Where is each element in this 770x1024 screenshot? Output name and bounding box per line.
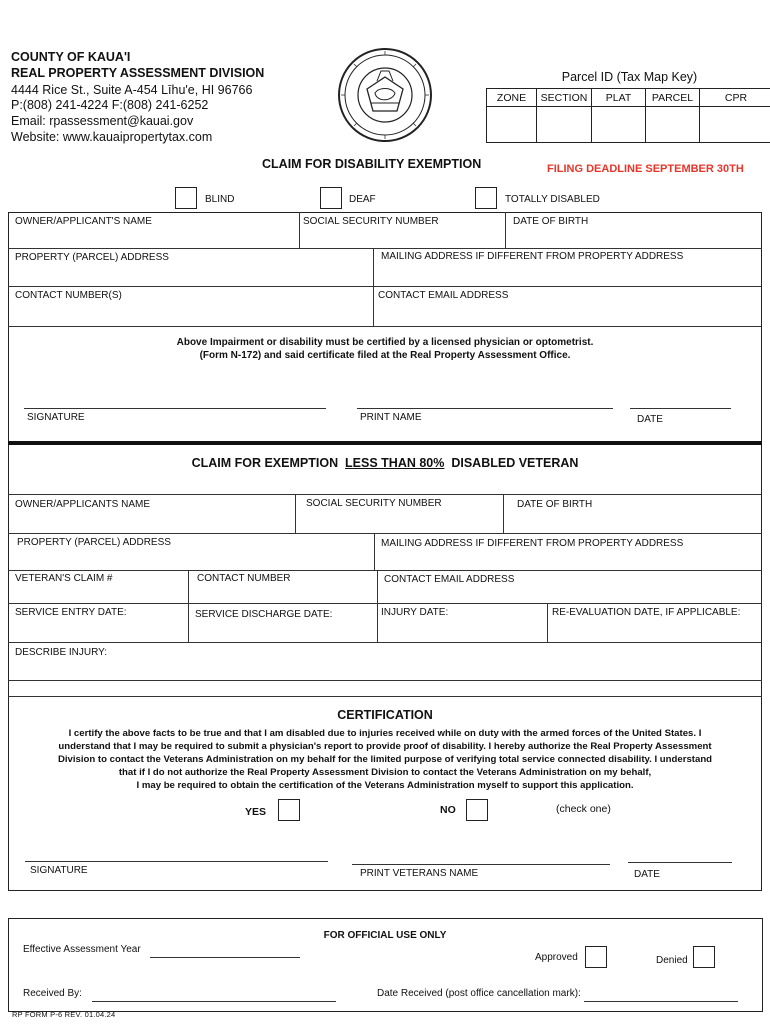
form-id: RP FORM P-6 REV. 01.04.24	[12, 1010, 116, 1019]
zone-input[interactable]	[487, 107, 537, 143]
plat-input[interactable]	[592, 107, 646, 143]
veteran-title-suffix: DISABLED VETERAN	[451, 456, 579, 470]
vet-dob-field[interactable]: DATE OF BIRTH	[517, 499, 593, 510]
parcel-col-cpr: CPR	[700, 89, 770, 107]
mailing-address-field[interactable]: MAILING ADDRESS IF DIFFERENT FROM PROPERTY ADDRESS	[381, 251, 684, 262]
date-line[interactable]	[630, 408, 731, 409]
injury-date-field[interactable]: INJURY DATE:	[381, 607, 449, 618]
service-entry-date-field[interactable]: SERVICE ENTRY DATE:	[15, 607, 127, 618]
yes-checkbox[interactable]	[278, 799, 300, 821]
division-name: REAL PROPERTY ASSESSMENT DIVISION	[11, 66, 265, 80]
service-discharge-date-field[interactable]: SERVICE DISCHARGE DATE:	[195, 609, 333, 620]
vet-owner-name-field[interactable]: OWNER/APPLICANTS NAME	[15, 499, 151, 510]
certification-text-line3: Division to contact the Veterans Administration on my behalf for the limited purpose of verifying total service connected disability. I understand	[57, 754, 713, 765]
date-label: DATE	[637, 414, 663, 425]
vet-print-name-label: PRINT VETERANS NAME	[360, 868, 479, 879]
received-by-line[interactable]	[92, 1001, 336, 1002]
parcel-col-parcel: PARCEL	[646, 89, 700, 107]
contact-email-field[interactable]: CONTACT EMAIL ADDRESS	[378, 290, 509, 301]
vet-contact-number-field[interactable]: CONTACT NUMBER	[197, 573, 291, 584]
print-name-label: PRINT NAME	[360, 412, 422, 423]
deaf-label: DEAF	[349, 194, 376, 205]
date-received-line[interactable]	[584, 1001, 738, 1002]
approved-checkbox[interactable]	[585, 946, 607, 968]
vet-claim-number-field[interactable]: VETERAN'S CLAIM #	[15, 573, 113, 584]
parcel-col-plat: PLAT	[592, 89, 646, 107]
describe-injury-field[interactable]: DESCRIBE INJURY:	[15, 647, 108, 658]
veteran-claim-title	[8, 456, 762, 470]
vet-date-line[interactable]	[628, 862, 732, 863]
disability-claim-title: CLAIM FOR DISABILITY EXEMPTION	[262, 157, 482, 171]
certification-text-line5: I may be required to obtain the certification of the Veterans Administration myself to support this application.	[136, 780, 634, 791]
received-by-label: Received By:	[23, 988, 82, 999]
certification-notice-line1: Above Impairment or disability must be certified by a licensed physician or optometrist.	[176, 337, 594, 348]
denied-label: Denied	[656, 955, 688, 966]
parcel-id-table	[486, 88, 770, 143]
no-label: NO	[440, 804, 456, 816]
property-address-field[interactable]: PROPERTY (PARCEL) ADDRESS	[15, 252, 169, 263]
county-name: COUNTY OF KAUA'I	[11, 50, 131, 64]
print-name-line[interactable]	[357, 408, 613, 409]
office-phone: P:(808) 241-4224 F:(808) 241-6252	[11, 98, 209, 112]
vet-property-address-field[interactable]: PROPERTY (PARCEL) ADDRESS	[17, 537, 171, 548]
vet-signature-label: SIGNATURE	[30, 865, 88, 876]
dob-field[interactable]: DATE OF BIRTH	[513, 216, 589, 227]
date-received-label: Date Received (post office cancellation mark):	[377, 988, 581, 999]
certification-text-line4: that if I do not authorize the Real Property Assessment Division to contact the Veterans Administration on my behalf,	[118, 767, 652, 778]
re-evaluation-date-field[interactable]: RE-EVALUATION DATE, IF APPLICABLE:	[552, 607, 741, 618]
vet-contact-email-field[interactable]: CONTACT EMAIL ADDRESS	[384, 574, 515, 585]
check-one-hint: (check one)	[556, 803, 611, 815]
ssn-field[interactable]: SOCIAL SECURITY NUMBER	[303, 216, 439, 227]
vet-signature-line[interactable]	[25, 861, 328, 862]
totally-disabled-label: TOTALLY DISABLED	[505, 194, 600, 205]
parcel-input[interactable]	[646, 107, 700, 143]
effective-year-label: Effective Assessment Year	[23, 944, 141, 955]
vet-print-name-line[interactable]	[352, 864, 610, 865]
certification-text-line1: I certify the above facts to be true and that I am disabled due to injuries received while on duty with the armed forces of the United States. I	[68, 728, 702, 739]
office-address: 4444 Rice St., Suite A-454 Līhu'e, HI 96766	[11, 83, 253, 97]
effective-year-line[interactable]	[150, 957, 300, 958]
blind-checkbox[interactable]	[175, 187, 197, 209]
denied-checkbox[interactable]	[693, 946, 715, 968]
veteran-form-frame	[8, 445, 762, 891]
parcel-col-zone: ZONE	[487, 89, 537, 107]
vet-ssn-field[interactable]: SOCIAL SECURITY NUMBER	[306, 498, 442, 509]
yes-label: YES	[245, 806, 267, 818]
owner-name-field[interactable]: OWNER/APPLICANT'S NAME	[15, 216, 152, 227]
no-checkbox[interactable]	[466, 799, 488, 821]
official-use-title: FOR OFFICIAL USE ONLY	[323, 930, 447, 941]
signature-line[interactable]	[24, 408, 326, 409]
certification-notice-line2: (Form N-172) and said certificate filed at the Real Property Assessment Office.	[199, 350, 571, 361]
parcel-col-section: SECTION	[537, 89, 592, 107]
office-website: Website: www.kauaipropertytax.com	[11, 130, 213, 144]
deaf-checkbox[interactable]	[320, 187, 342, 209]
blind-label: BLIND	[205, 194, 235, 205]
veteran-title-underlined: LESS THAN 80%	[345, 456, 445, 470]
cpr-input[interactable]	[700, 107, 770, 143]
office-email: Email: rpassessment@kauai.gov	[11, 114, 194, 128]
vet-mailing-address-field[interactable]: MAILING ADDRESS IF DIFFERENT FROM PROPERTY ADDRESS	[381, 538, 684, 549]
totally-disabled-checkbox[interactable]	[475, 187, 497, 209]
vet-date-label: DATE	[634, 869, 660, 880]
parcel-id-title: Parcel ID (Tax Map Key)	[561, 70, 698, 84]
veteran-title-prefix: CLAIM FOR EXEMPTION	[191, 456, 339, 470]
section-input[interactable]	[537, 107, 592, 143]
filing-deadline: FILING DEADLINE SEPTEMBER 30TH	[547, 163, 744, 175]
certification-title: CERTIFICATION	[337, 708, 433, 722]
certification-text-line2: understand that I may be required to submit a physician's report to provide proof of disability. I hereby authorize the Real Property Assessment	[58, 741, 712, 752]
approved-label: Approved	[535, 952, 578, 963]
contact-numbers-field[interactable]: CONTACT NUMBER(S)	[15, 290, 122, 301]
signature-label: SIGNATURE	[27, 412, 85, 423]
county-seal-icon	[337, 47, 433, 143]
